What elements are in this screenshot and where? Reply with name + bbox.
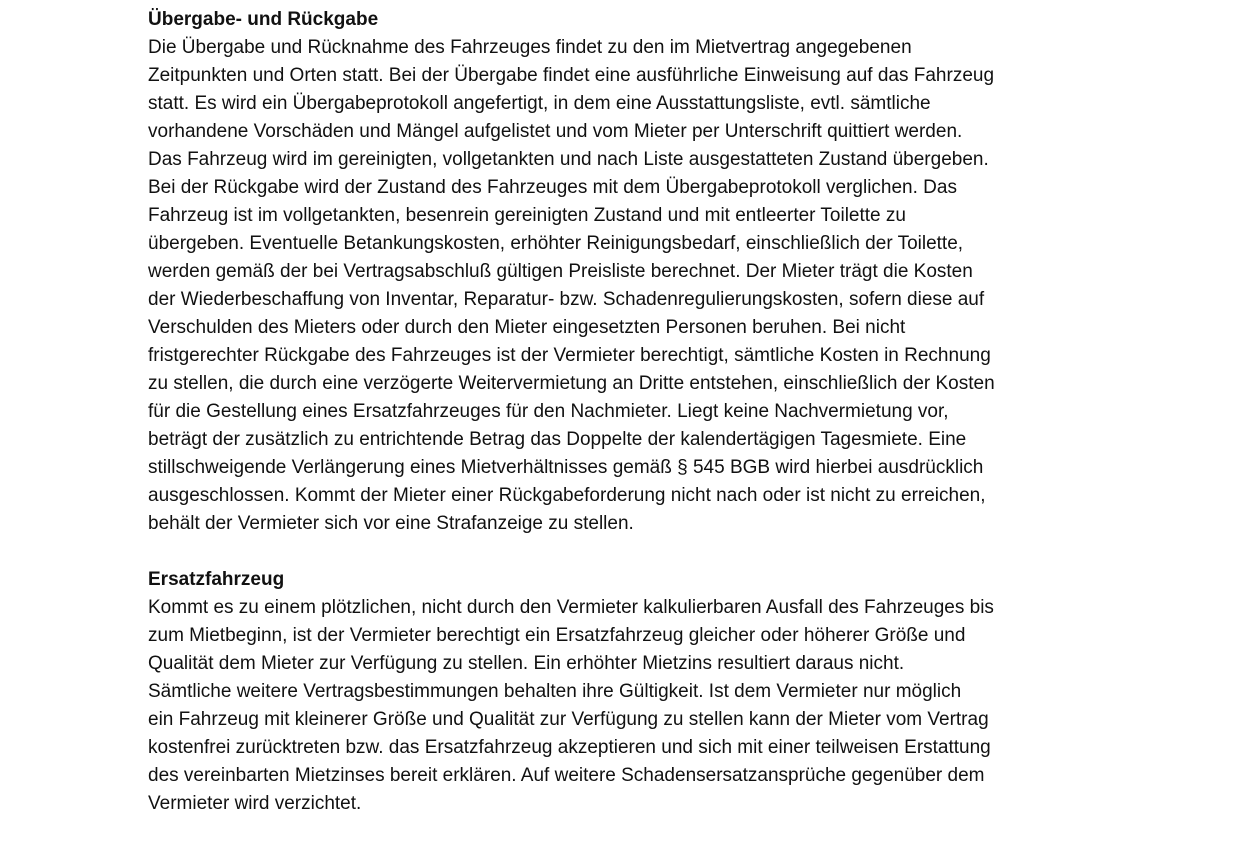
- paragraph-line: fristgerechter Rückgabe des Fahrzeuges ist der Vermieter berechtigt, sämtliche Kosten in Rechnung: [148, 345, 991, 366]
- paragraph-line: stillschweigende Verlängerung eines Mietverhältnisses gemäß § 545 BGB wird hierbei ausdrücklich: [148, 457, 984, 478]
- paragraph-line: Bei der Rückgabe wird der Zustand des Fahrzeuges mit dem Übergabeprotokoll verglichen. Das: [148, 177, 957, 198]
- paragraph-line: Vermieter wird verzichtet.: [148, 793, 362, 814]
- paragraph-line: Verschulden des Mieters oder durch den Mieter eingesetzten Personen beruhen. Bei nicht: [148, 317, 906, 338]
- paragraph-line: für die Gestellung eines Ersatzfahrzeuges für den Nachmieter. Liegt keine Nachvermietung vor,: [148, 401, 949, 422]
- paragraph-line: Das Fahrzeug wird im gereinigten, vollgetankten und nach Liste ausgestatteten Zustand übergeben.: [148, 149, 989, 170]
- document-page: [148, 6, 1098, 818]
- paragraph-line: werden gemäß der bei Vertragsabschluß gültigen Preisliste berechnet. Der Mieter trägt die Kosten: [148, 261, 973, 282]
- paragraph-line: Zeitpunkten und Orten statt. Bei der Übergabe findet eine ausführliche Einweisung auf das Fahrzeug: [148, 65, 995, 86]
- paragraph-line: Fahrzeug ist im vollgetankten, besenrein gereinigten Zustand und mit entleerter Toilette zu: [148, 205, 906, 226]
- paragraph-line: kostenfrei zurücktreten bzw. das Ersatzfahrzeug akzeptieren und sich mit einer teilweisen Erstattung: [148, 737, 991, 758]
- paragraph-line: zu stellen, die durch eine verzögerte Weitervermietung an Dritte entstehen, einschließlich der Kosten: [148, 373, 995, 394]
- paragraph-line: Qualität dem Mieter zur Verfügung zu stellen. Ein erhöhter Mietzins resultiert daraus nicht.: [148, 653, 905, 674]
- paragraph-line: behält der Vermieter sich vor eine Strafanzeige zu stellen.: [148, 513, 634, 534]
- paragraph-line: Kommt es zu einem plötzlichen, nicht durch den Vermieter kalkulierbaren Ausfall des Fahrzeuges bis: [148, 597, 994, 618]
- paragraph-line: der Wiederbeschaffung von Inventar, Reparatur- bzw. Schadenregulierungskosten, sofern diese auf: [148, 289, 985, 310]
- paragraph-line: Sämtliche weitere Vertragsbestimmungen behalten ihre Gültigkeit. Ist dem Vermieter nur möglich: [148, 681, 962, 702]
- paragraph-line: zum Mietbeginn, ist der Vermieter berechtigt ein Ersatzfahrzeug gleicher oder höherer Größe und: [148, 625, 966, 646]
- paragraph-line: beträgt der zusätzlich zu entrichtende Betrag das Doppelte der kalendertägigen Tagesmiete. Eine: [148, 429, 967, 450]
- paragraph-line: Die Übergabe und Rücknahme des Fahrzeuges findet zu den im Mietvertrag angegebenen: [148, 37, 912, 58]
- paragraph-line: ein Fahrzeug mit kleinerer Größe und Qualität zur Verfügung zu stellen kann der Mieter vom Vertrag: [148, 709, 989, 730]
- paragraph-line: vorhandene Vorschäden und Mängel aufgelistet und vom Mieter per Unterschrift quittiert werden.: [148, 121, 963, 142]
- paragraph-line: ausgeschlossen. Kommt der Mieter einer Rückgabeforderung nicht nach oder ist nicht zu erreichen,: [148, 485, 986, 506]
- paragraph-line: des vereinbarten Mietzinses bereit erklären. Auf weitere Schadensersatzansprüche gegenüber dem: [148, 765, 985, 786]
- paragraph-line: übergeben. Eventuelle Betankungskosten, erhöhter Reinigungsbedarf, einschließlich der Toilette,: [148, 233, 964, 254]
- section-heading: Ersatzfahrzeug: [148, 569, 285, 590]
- section-heading: Übergabe- und Rückgabe: [148, 9, 379, 30]
- section-uebergabe-rueckgabe: [148, 6, 1098, 538]
- paragraph-line: statt. Es wird ein Übergabeprotokoll angefertigt, in dem eine Ausstattungsliste, evtl. sämtliche: [148, 93, 931, 114]
- section-ersatzfahrzeug: [148, 566, 1098, 818]
